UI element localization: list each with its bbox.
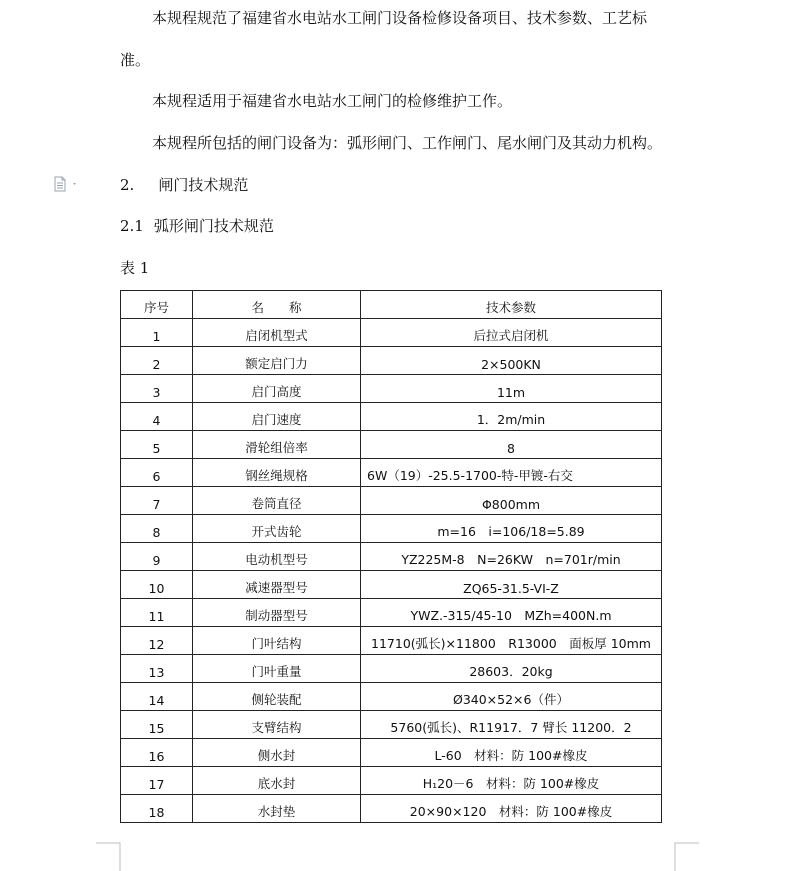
row-params: 1．2m/min xyxy=(361,403,662,431)
header-index: 序号 xyxy=(121,291,193,319)
heading-title: 闸门技术规范 xyxy=(158,176,249,194)
heading-2-1 xyxy=(120,216,274,236)
row-index: 4 xyxy=(121,403,193,431)
table-row xyxy=(121,459,662,487)
table-row xyxy=(121,319,662,347)
scope-paragraph: 本规程适用于福建省水电站水工闸门的检修维护工作。 xyxy=(152,92,513,110)
row-params: Φ800mm xyxy=(361,487,662,515)
table-row xyxy=(121,571,662,599)
row-index: 18 xyxy=(121,795,193,823)
row-params: YWZ.-315/45-10 MZh=400N.m xyxy=(361,599,662,627)
row-params: 5760(弧长)、R11917．7 臂长 11200．2 xyxy=(361,711,662,739)
row-name: 侧轮装配 xyxy=(193,683,361,711)
document-icon[interactable] xyxy=(54,176,80,192)
row-name: 制动器型号 xyxy=(193,599,361,627)
row-index: 14 xyxy=(121,683,193,711)
row-index: 8 xyxy=(121,515,193,543)
table-row xyxy=(121,347,662,375)
row-index: 12 xyxy=(121,627,193,655)
row-name: 侧水封 xyxy=(193,739,361,767)
intro-paragraph-line1: 本规程规范了福建省水电站水工闸门设备检修设备项目、技术参数、工艺标 xyxy=(152,9,648,27)
row-index: 3 xyxy=(121,375,193,403)
row-params: Ø340×52×6（件） xyxy=(361,683,662,711)
row-index: 15 xyxy=(121,711,193,739)
table-caption: 表 1 xyxy=(120,259,150,277)
table-row xyxy=(121,543,662,571)
row-params: 后拉式启闭机 xyxy=(361,319,662,347)
row-params: L-60 材料：防 100#橡皮 xyxy=(361,739,662,767)
row-name: 开式齿轮 xyxy=(193,515,361,543)
row-params: 2×500KN xyxy=(361,347,662,375)
table-row xyxy=(121,515,662,543)
equipment-paragraph: 本规程所包括的闸门设备为：弧形闸门、工作闸门、尾水闸门及其动力机构。 xyxy=(152,134,663,152)
header-name: 名 称 xyxy=(193,291,361,319)
row-name: 钢丝绳规格 xyxy=(193,459,361,487)
row-name: 门叶重量 xyxy=(193,655,361,683)
row-index: 11 xyxy=(121,599,193,627)
row-name: 门叶结构 xyxy=(193,627,361,655)
row-params: H₁20－6 材料：防 100#橡皮 xyxy=(361,767,662,795)
row-index: 9 xyxy=(121,543,193,571)
table-header-row xyxy=(121,291,662,319)
row-name: 启门速度 xyxy=(193,403,361,431)
table-row xyxy=(121,683,662,711)
intro-paragraph-line2: 准。 xyxy=(120,51,151,69)
subheading-title: 弧形闸门技术规范 xyxy=(153,217,274,235)
row-params: ZQ65-31.5-VI-Z xyxy=(361,571,662,599)
row-name: 减速器型号 xyxy=(193,571,361,599)
table-row xyxy=(121,711,662,739)
table-row xyxy=(121,795,662,823)
page-corner-right xyxy=(674,842,700,871)
row-params: 28603．20kg xyxy=(361,655,662,683)
row-params: 11m xyxy=(361,375,662,403)
row-params: YZ225M-8 N=26KW n=701r/min xyxy=(361,543,662,571)
table-row xyxy=(121,403,662,431)
page-corner-left xyxy=(96,842,122,871)
row-index: 7 xyxy=(121,487,193,515)
table-row xyxy=(121,767,662,795)
row-index: 2 xyxy=(121,347,193,375)
row-name: 底水封 xyxy=(193,767,361,795)
row-index: 13 xyxy=(121,655,193,683)
row-index: 6 xyxy=(121,459,193,487)
row-params: m=16 i=106/18=5.89 xyxy=(361,515,662,543)
table-row xyxy=(121,487,662,515)
row-index: 5 xyxy=(121,431,193,459)
table-row xyxy=(121,655,662,683)
gate-spec-table xyxy=(120,290,662,823)
row-name: 启闭机型式 xyxy=(193,319,361,347)
row-name: 卷筒直径 xyxy=(193,487,361,515)
table-row xyxy=(121,431,662,459)
row-params: 11710(弧长)×11800 R13000 面板厚 10mm xyxy=(361,627,662,655)
row-params: 20×90×120 材料：防 100#橡皮 xyxy=(361,795,662,823)
table-row xyxy=(121,627,662,655)
subheading-number: 2.1 xyxy=(120,217,144,235)
table-row xyxy=(121,739,662,767)
row-name: 电动机型号 xyxy=(193,543,361,571)
table-row xyxy=(121,599,662,627)
row-index: 16 xyxy=(121,739,193,767)
row-name: 额定启门力 xyxy=(193,347,361,375)
header-params: 技术参数 xyxy=(361,291,662,319)
heading-number: 2. xyxy=(120,176,135,194)
row-name: 支臂结构 xyxy=(193,711,361,739)
row-index: 1 xyxy=(121,319,193,347)
row-index: 10 xyxy=(121,571,193,599)
row-params: 6W（19）-25.5-1700-特-甲镀-右交 xyxy=(361,459,662,487)
row-name: 滑轮组倍率 xyxy=(193,431,361,459)
heading-2 xyxy=(120,175,248,195)
row-params: 8 xyxy=(361,431,662,459)
row-index: 17 xyxy=(121,767,193,795)
row-name: 启门高度 xyxy=(193,375,361,403)
row-name: 水封垫 xyxy=(193,795,361,823)
table-row xyxy=(121,375,662,403)
